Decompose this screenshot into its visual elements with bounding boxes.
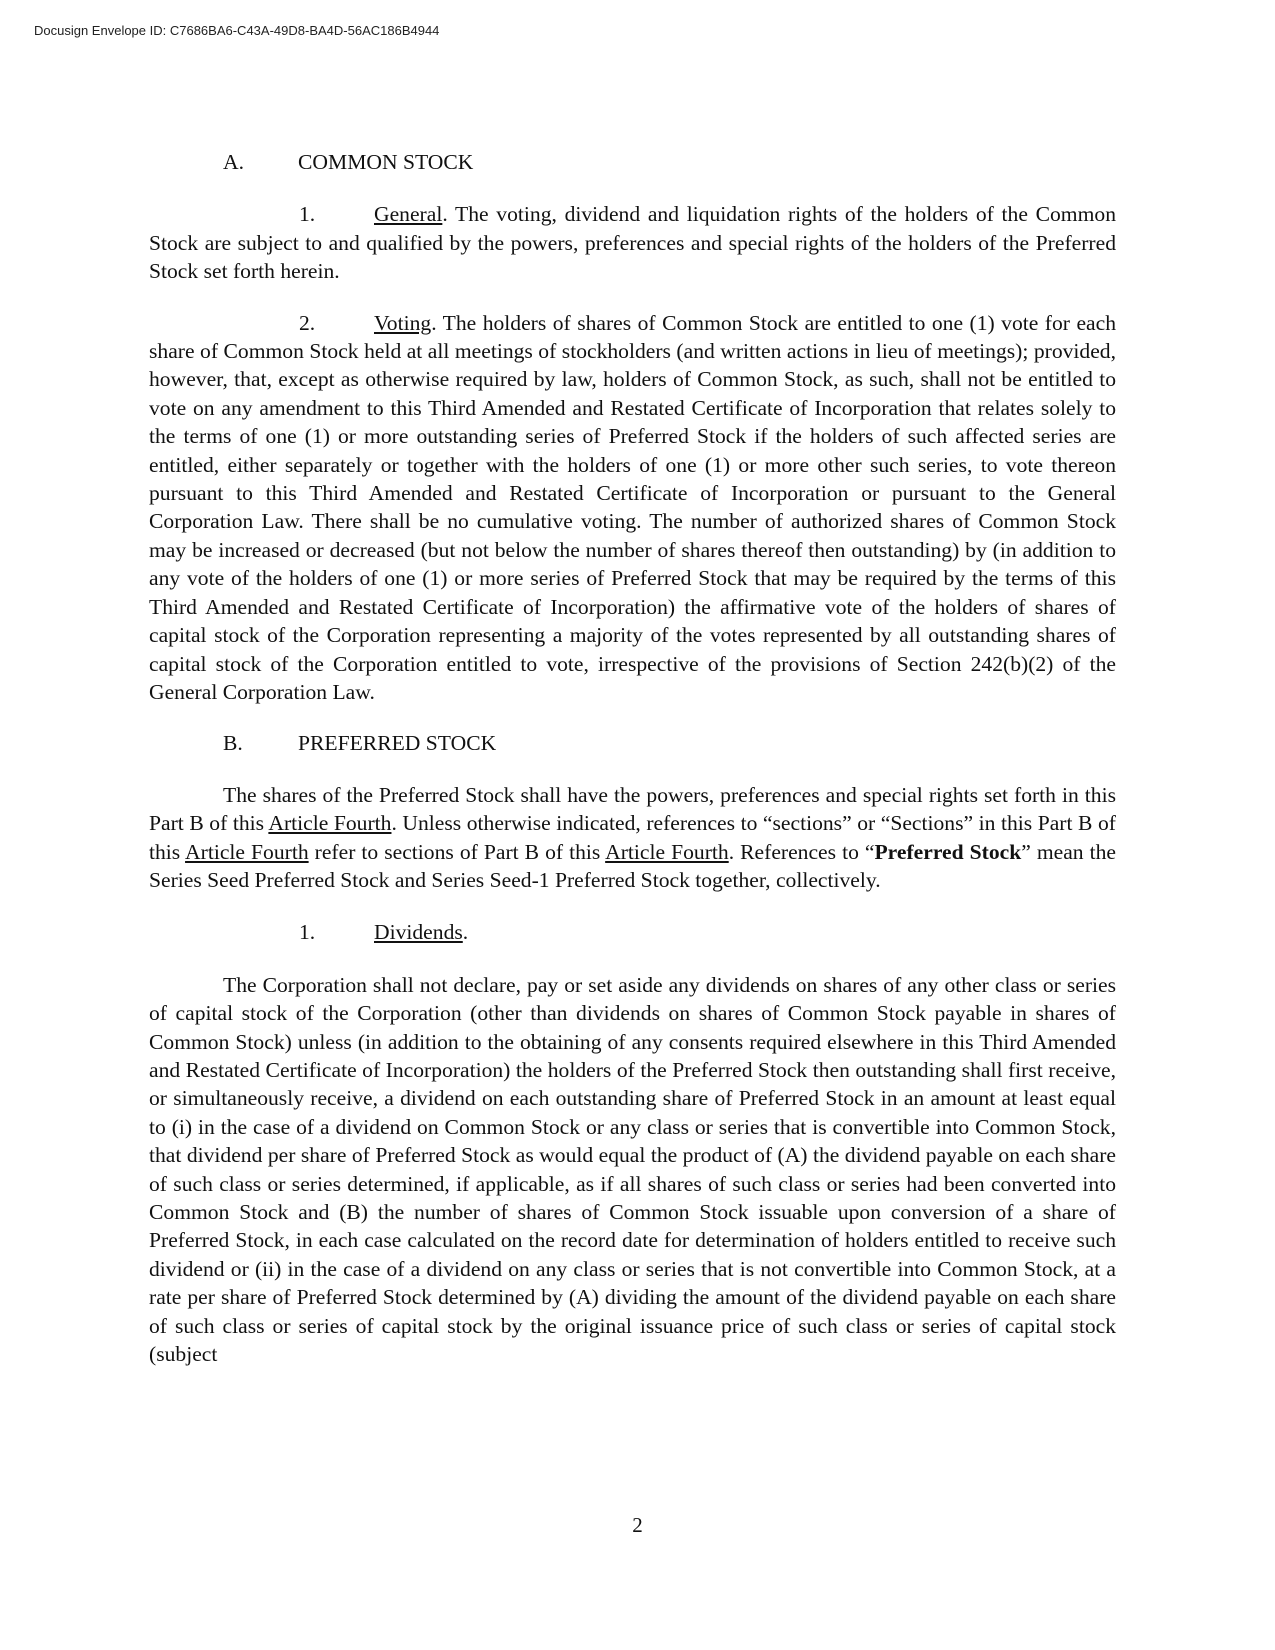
- section-a-item-2-text: . The holders of shares of Common Stock are entitled to one (1) vote for each share of Common Stock held at all meetings of stockholders (and written actions in lieu of meetings); provided, however, that, except as otherwise required by law, holders of Common Stock, as such, shall not be entitled to vote on any amendment to this Third Amended and Restated Certificate of Incorporation that relates solely to the terms of one (1) or more outstanding series of Preferred Stock if the holders of such affected series are entitled, either separately or together with the holders of one (1) or more other such series, to vote thereon pursuant to this Third Amended and Restated Certificate of Incorporation or pursuant to the General Corporation Law. There shall be no cumulative voting. The number of authorized shares of Common Stock may be increased or decreased (but not below the number of shares thereof then outstanding) by (in addition to any vote of the holders of one (1) or more series of Preferred Stock that may be required by the terms of this Third Amended and Restated Certificate of Incorporation) the affirmative vote of the holders of shares of capital stock of the Corporation representing a majority of the votes represented by all outstanding shares of capital stock of the Corporation entitled to vote, irrespective of the provisions of Section 242(b)(2) of the General Corporation Law.: [149, 310, 1116, 704]
- page-number: 2: [632, 1513, 643, 1537]
- document-body: [149, 148, 1116, 1368]
- section-a-item-1-heading: General: [374, 202, 443, 227]
- preferred-stock-defined-term: Preferred Stock: [874, 839, 1022, 864]
- section-a-item-1-number: 1.: [299, 202, 316, 227]
- section-a-item-2-voting: [149, 309, 1116, 707]
- section-b-intro: [149, 781, 1116, 895]
- section-a-item-2-number: 2.: [299, 310, 316, 335]
- article-fourth-reference: Article Fourth: [185, 839, 309, 864]
- dividends-heading-period: .: [462, 920, 469, 945]
- section-b-intro-text-2: . Unless otherwise indicated, references to “sections” or “Sections” in this Part B of this: [149, 811, 1116, 864]
- section-a-item-2-heading: Voting: [374, 310, 432, 335]
- article-fourth-reference: Article Fourth: [268, 811, 392, 836]
- section-a-heading: [149, 148, 1116, 176]
- section-a-item-1-general: [149, 200, 1116, 285]
- section-b-item-1-heading: [299, 918, 1116, 946]
- docusign-envelope-id: Docusign Envelope ID: C7686BA6-C43A-49D8-BA4D-56AC186B4944: [34, 23, 440, 38]
- section-b-intro-text-5: ” mean the Series Seed Preferred Stock and Series Seed-1 Preferred Stock together, collectively.: [149, 839, 1116, 892]
- section-b-heading: [149, 729, 1116, 757]
- section-b-intro-text-1: The shares of the Preferred Stock shall have the powers, preferences and special rights set forth in this Part B of this: [149, 782, 1116, 836]
- section-a-title: COMMON STOCK: [298, 150, 474, 174]
- article-fourth-reference: Article Fourth: [605, 839, 729, 864]
- section-b-title: PREFERRED STOCK: [298, 731, 497, 756]
- dividends-heading: Dividends: [374, 920, 463, 945]
- section-a-letter: A.: [223, 150, 244, 174]
- section-b-item-1-number: 1.: [299, 920, 316, 945]
- section-a-item-1-text: . The voting, dividend and liquidation rights of the holders of the Common Stock are subject to and qualified by the powers, preferences and special rights of the holders of the Preferred Stock set forth herein.: [149, 202, 1116, 284]
- section-b-letter: B.: [223, 731, 243, 756]
- section-b-intro-text-3: refer to sections of Part B of this: [308, 839, 606, 864]
- section-b-intro-text-4: . References to “: [728, 839, 875, 864]
- dividends-paragraph: The Corporation shall not declare, pay or set aside any dividends on shares of any other class or series of capital stock of the Corporation (other than dividends on shares of Common Stock payable in shares of Common Stock) unless (in addition to the obtaining of any consents required elsewhere in this Third Amended and Restated Certificate of Incorporation) the holders of the Preferred Stock then outstanding shall first receive, or simultaneously receive, a dividend on each outstanding share of Preferred Stock in an amount at least equal to (i) in the case of a dividend on Common Stock or any class or series that is convertible into Common Stock, that dividend per share of Preferred Stock as would equal the product of (A) the dividend payable on each share of such class or series determined, if applicable, as if all shares of such class or series had been converted into Common Stock and (B) the number of shares of Common Stock issuable upon conversion of a share of Preferred Stock, in each case calculated on the record date for determination of holders entitled to receive such dividend or (ii) in the case of a dividend on any class or series that is not convertible into Common Stock, at a rate per share of Preferred Stock determined by (A) dividing the amount of the dividend payable on each share of such class or series of capital stock by the original issuance price of such class or series of capital stock (subject: [149, 972, 1116, 1367]
